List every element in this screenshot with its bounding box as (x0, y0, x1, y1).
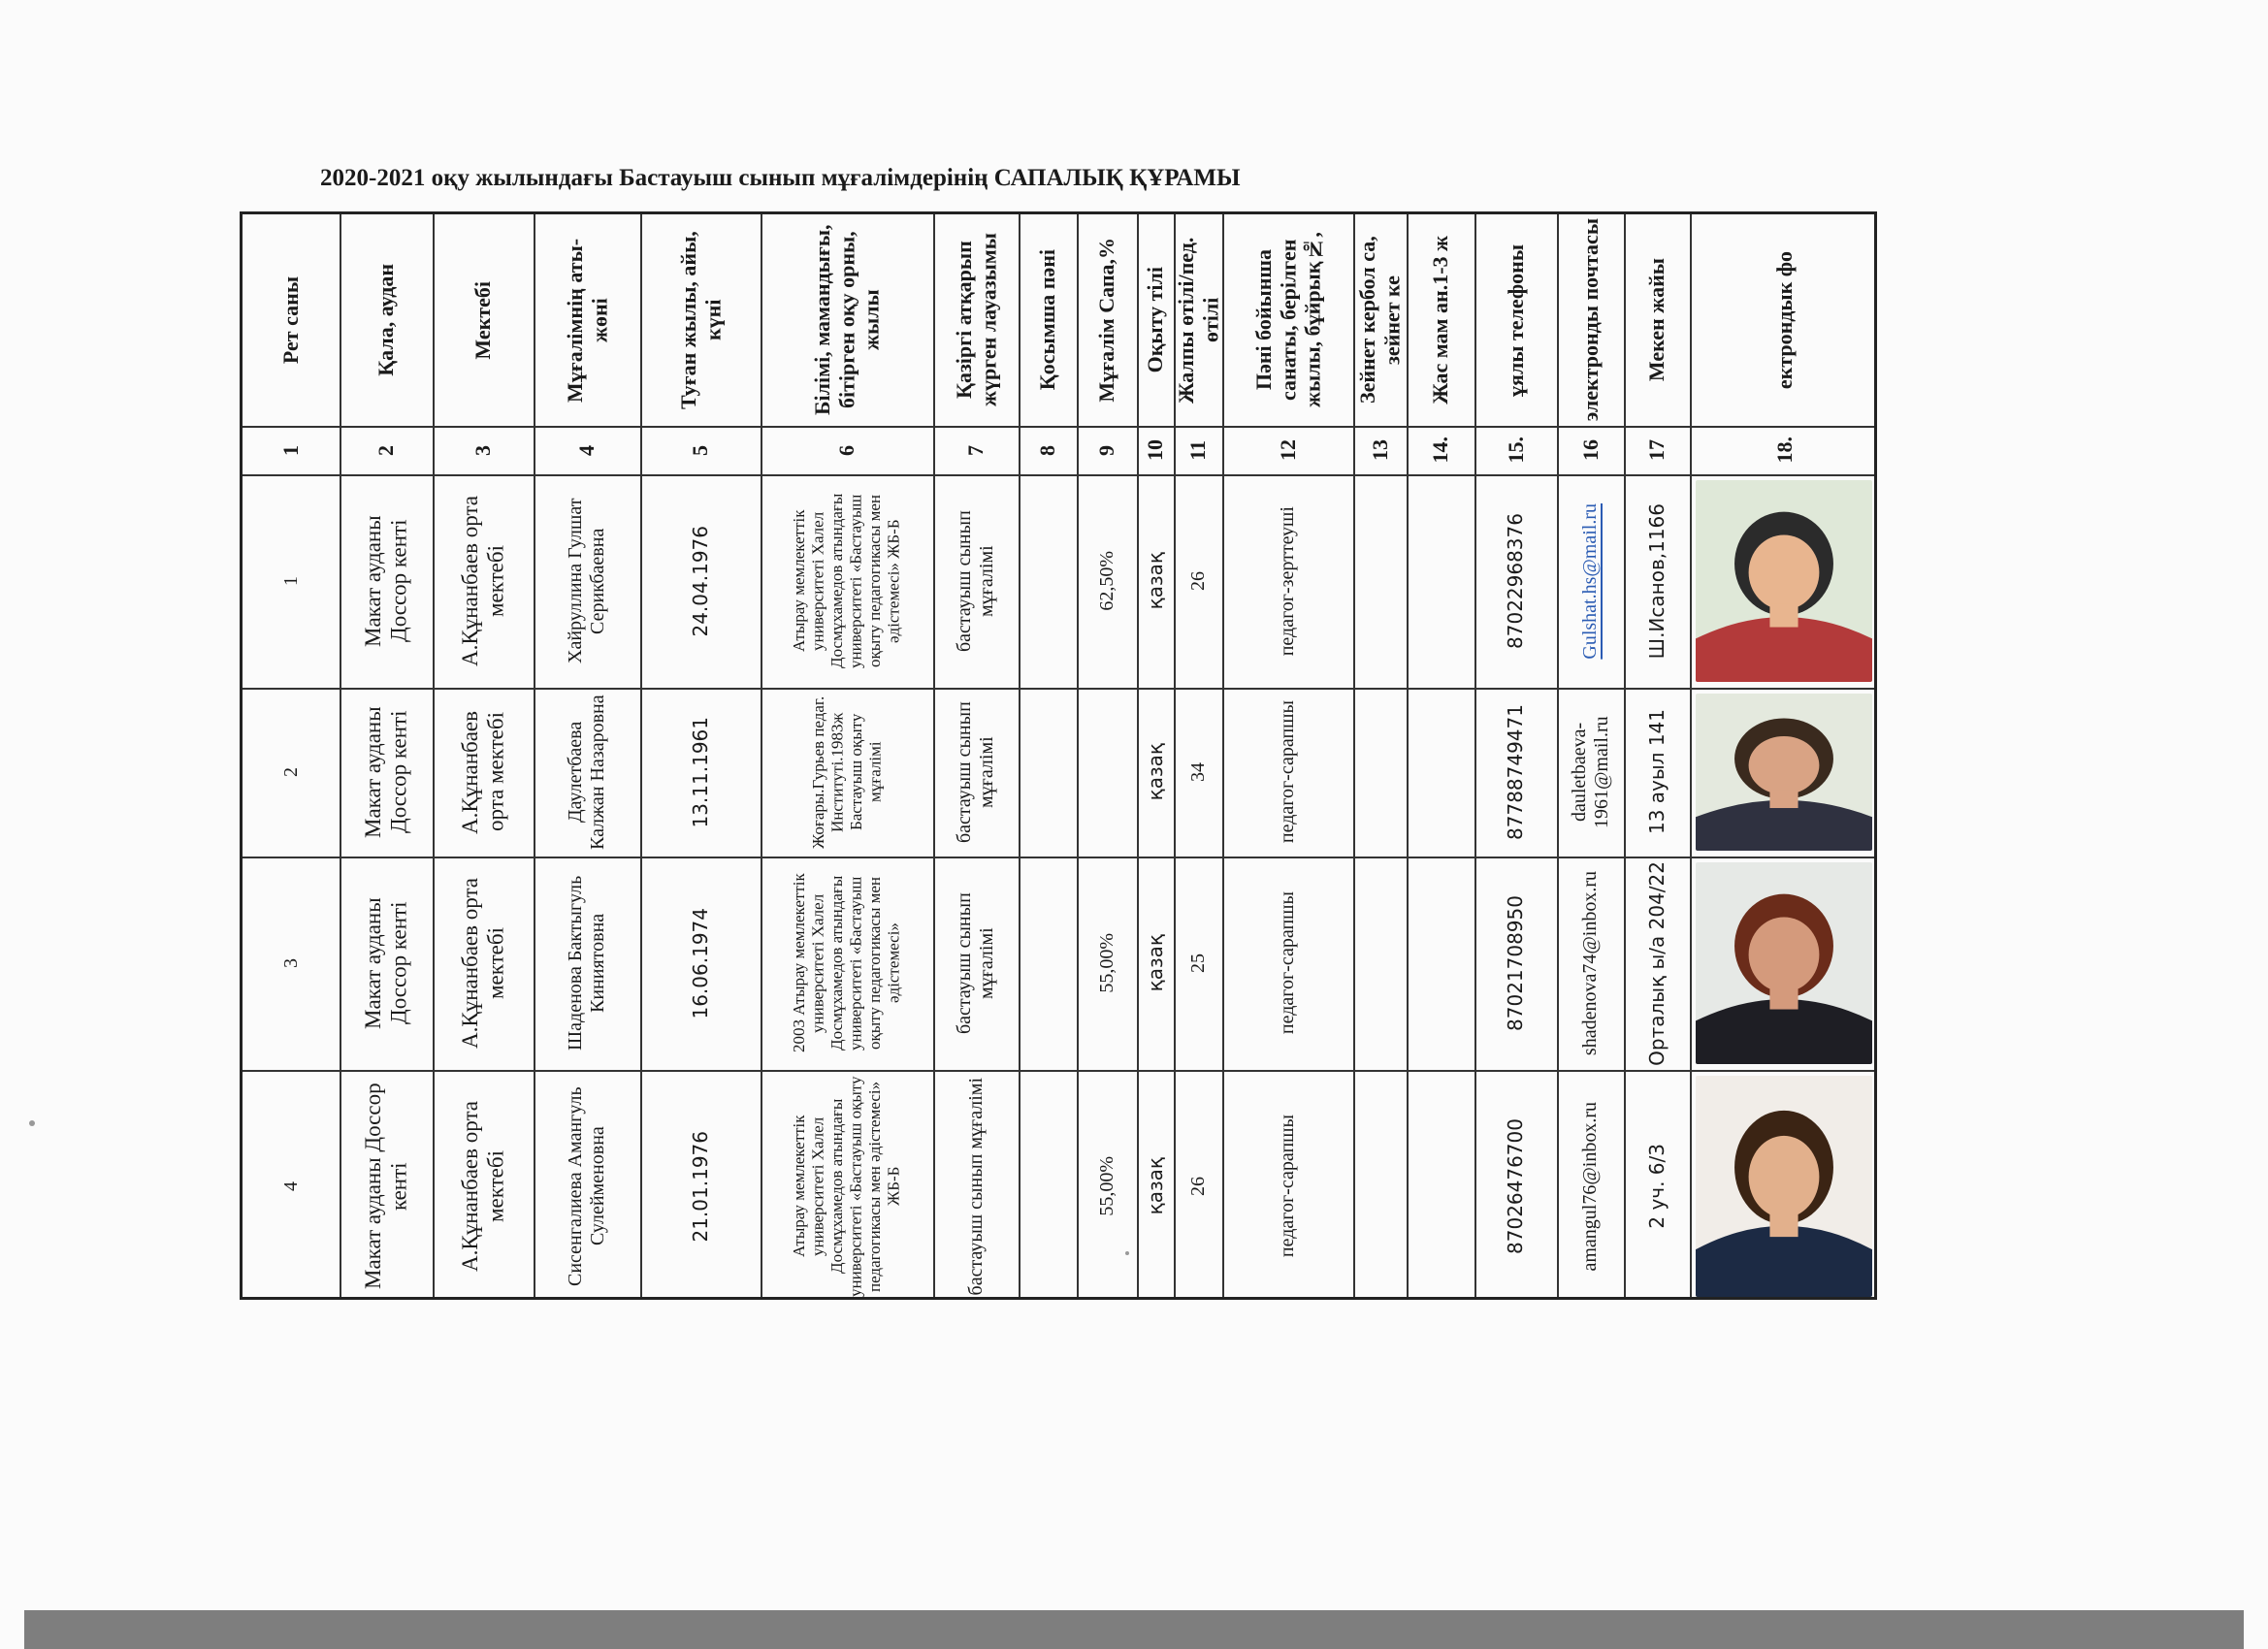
row-education: Атырау мемлекеттік университеті Халел Досмұхамедов атындағы университеті «Бастауыш оқыту педагогикасы мен әдістемесі» ЖБ-Б (790, 493, 904, 669)
column-number-cell (433, 426, 534, 474)
row-n-cell (243, 1070, 340, 1303)
header-label-cell (1353, 214, 1407, 426)
column-number-cell (640, 426, 761, 474)
row-position: бастауыш сынып мұғалімі (954, 510, 997, 652)
row-school: А.Құнанбаев орта мектебі (457, 1101, 507, 1272)
row-address: Ш.Исанов,1166 (1644, 502, 1669, 660)
row-lang: қазақ (1143, 552, 1167, 610)
row-name: Хайруллина Гулшат Серикбаевна (565, 498, 608, 664)
row-education: Жоғары.Гурьев педаг. Институті.1983ж Бастауыш оқыту мұғалімі (808, 695, 885, 849)
column-number-cell (243, 426, 340, 474)
row-position: бастауыш сынып мұғалімі (954, 701, 997, 843)
row-education-cell (761, 474, 933, 688)
column-number: 12 (1275, 439, 1300, 461)
row-city-cell (340, 857, 433, 1070)
row-category: педагог-сарапшы (1277, 891, 1298, 1035)
scanner-edge (24, 1610, 2244, 1649)
scan-speck (29, 1120, 35, 1126)
row-position-cell (933, 688, 1019, 857)
row-pension-cell (1353, 474, 1407, 688)
row-category: педагог-сарапшы (1277, 700, 1298, 844)
row-dob-cell (640, 474, 761, 688)
header-label: Зейнет кербол са, зейнет ке (1355, 236, 1405, 404)
row-city: Макат ауданы Доссор кенті (360, 515, 410, 647)
row-dob: 24.04.1976 (688, 525, 712, 637)
column-number: 13 (1367, 439, 1392, 461)
header-label: Рет саны (278, 275, 304, 365)
row-exp: 34 (1186, 762, 1209, 782)
column-number: 4 (574, 444, 599, 456)
row-name: Даулетбаева Калжан Назаровна (565, 695, 608, 850)
row-young-cell (1407, 688, 1474, 857)
row-category-cell (1222, 857, 1353, 1070)
row-school: А.Құнанбаев орта мектебі (457, 496, 507, 666)
header-label-cell (1137, 214, 1174, 426)
row-dob: 13.11.1961 (688, 716, 712, 828)
teacher-photo (1696, 694, 1872, 851)
row-school-cell (433, 688, 534, 857)
column-number: 17 (1644, 439, 1669, 461)
column-number-cell (761, 426, 933, 474)
header-label-cell (1174, 214, 1222, 426)
row-name: Сисенгалиева Амангуль Сулейменовна (565, 1086, 608, 1286)
row-quality: 55,00% (1095, 933, 1118, 993)
header-label: Қазіргі атқарып жүрген лауазымы (951, 233, 1000, 407)
header-label-cell (534, 214, 640, 426)
row-email-cell (1557, 688, 1624, 857)
header-label-cell (761, 214, 933, 426)
row-city-cell (340, 688, 433, 857)
row-city: Макат ауданы Доссор кенті (360, 1083, 410, 1290)
header-label-cell (433, 214, 534, 426)
column-number: 3 (470, 444, 496, 456)
row-exp: 26 (1186, 571, 1209, 591)
header-label: ектрондык фо (1772, 250, 1798, 390)
column-number-cell (1407, 426, 1474, 474)
page-title: 2020-2021 оқу жылындағы Бастауыш сынып мұғалімдерінің САПАЛЫҚ ҚҰРАМЫ (320, 165, 1241, 191)
row-address: 2 уч. 6/3 (1644, 1144, 1669, 1229)
row-young-cell (1407, 857, 1474, 1070)
row-extra-cell (1019, 688, 1077, 857)
teacher-photo (1696, 480, 1872, 682)
column-number-cell (1077, 426, 1137, 474)
row-school: А.Құнанбаев орта мектебі (457, 710, 507, 834)
row-city: Макат ауданы Доссор кенті (360, 897, 410, 1029)
row-n-cell (243, 857, 340, 1070)
header-label-cell (933, 214, 1019, 426)
header-label: Оқыту тілі (1143, 267, 1168, 373)
row-pension-cell (1353, 857, 1407, 1070)
row-phone: 87021708950 (1504, 895, 1527, 1031)
row-dob: 21.01.1976 (688, 1130, 712, 1243)
column-number-cell (1690, 426, 1880, 474)
row-lang: қазақ (1143, 1157, 1167, 1215)
row-phone-cell (1474, 1070, 1557, 1303)
row-email: dauletbaeva-1961@mail.ru (1568, 716, 1612, 828)
column-number-cell (933, 426, 1019, 474)
header-label: ұялы телефоны (1503, 243, 1528, 397)
row-education: Атырау мемлекеттік университеті Халел Досмұхамедов атындағы университеті «Бастауыш оқыту педагогикасы мен әдістемесі» ЖБ-Б (790, 1076, 904, 1297)
row-school-cell (433, 474, 534, 688)
row-quality: 55,00% (1095, 1156, 1118, 1216)
header-label-cell (1474, 214, 1557, 426)
row-category: педагог-сарапшы (1277, 1115, 1298, 1258)
column-number: 11 (1185, 439, 1211, 461)
row-position-cell (933, 857, 1019, 1070)
row-lang-cell (1137, 688, 1174, 857)
column-number-cell (1353, 426, 1407, 474)
row-lang-cell (1137, 1070, 1174, 1303)
row-phone: 87026476700 (1504, 1118, 1527, 1254)
row-exp: 25 (1186, 954, 1209, 973)
row-school-cell (433, 1070, 534, 1303)
row-address: Орталық ы/а 204/22 (1644, 860, 1669, 1066)
row-education-cell (761, 1070, 933, 1303)
header-label: Қосымша пәні (1035, 249, 1060, 391)
row-n: 2 (279, 767, 302, 777)
row-quality-cell (1077, 688, 1137, 857)
header-label-cell (1407, 214, 1474, 426)
column-number: 7 (963, 444, 988, 456)
column-number: 10 (1143, 439, 1168, 461)
header-label: Қала, аудан (373, 264, 399, 376)
header-label: Мұғалімнің аты-жөні (562, 238, 611, 403)
row-city: Макат ауданы Доссор кенті (360, 706, 410, 838)
row-n: 4 (279, 1181, 302, 1191)
header-label: Пәні бойынша санаты, берілген жылы, бұйрық№, (1250, 232, 1325, 408)
header-label-cell (1624, 214, 1690, 426)
scan-speck (1125, 1251, 1129, 1255)
header-label-cell (1019, 214, 1077, 426)
row-dob-cell (640, 688, 761, 857)
header-label: Мектебі (470, 280, 496, 360)
row-school: А.Құнанбаев орта мектебі (457, 878, 507, 1049)
row-position: бастауыш сынып мұғалімі (954, 892, 997, 1034)
row-pension-cell (1353, 688, 1407, 857)
row-position-cell (933, 1070, 1019, 1303)
row-phone: 87022968376 (1504, 513, 1527, 649)
column-number-cell (1474, 426, 1557, 474)
row-email-cell (1557, 1070, 1624, 1303)
row-n: 1 (279, 576, 302, 586)
column-number: 9 (1094, 444, 1119, 456)
row-position-cell (933, 474, 1019, 688)
teacher-photo (1696, 862, 1872, 1064)
row-address-cell (1624, 857, 1690, 1070)
row-exp-cell (1174, 688, 1222, 857)
column-number-cell (1222, 426, 1353, 474)
row-address-cell (1624, 1070, 1690, 1303)
row-address-cell (1624, 474, 1690, 688)
row-education-cell (761, 688, 933, 857)
row-address: 13 ауыл 141 (1644, 709, 1669, 835)
header-label: Мұғалім Сапа,% (1094, 238, 1119, 403)
header-label-cell (640, 214, 761, 426)
row-quality: 62,50% (1095, 551, 1118, 611)
column-number: 15. (1503, 436, 1528, 464)
row-email: amangul76@inbox.ru (1579, 1101, 1601, 1272)
row-n-cell (243, 688, 340, 857)
row-dob-cell (640, 1070, 761, 1303)
row-dob-cell (640, 857, 761, 1070)
column-number: 8 (1035, 444, 1060, 456)
column-number-cell (1624, 426, 1690, 474)
staff-table (240, 211, 1877, 1300)
row-category-cell (1222, 474, 1353, 688)
row-category: педагог-зерттеуші (1277, 505, 1298, 657)
row-school-cell (433, 857, 534, 1070)
column-number-cell (340, 426, 433, 474)
row-quality-cell (1077, 857, 1137, 1070)
row-dob: 16.06.1974 (688, 907, 712, 1019)
row-phone-cell (1474, 857, 1557, 1070)
row-young-cell (1407, 474, 1474, 688)
column-number: 1 (278, 444, 304, 456)
row-name-cell (534, 688, 640, 857)
row-exp-cell (1174, 857, 1222, 1070)
row-exp: 26 (1186, 1177, 1209, 1196)
header-label: Жас мам ан.1-3 ж (1428, 236, 1453, 404)
column-number: 6 (834, 444, 859, 456)
row-n: 3 (279, 958, 302, 968)
column-number: 18. (1772, 436, 1798, 464)
row-young-cell (1407, 1070, 1474, 1303)
row-name-cell (534, 1070, 640, 1303)
row-position: бастауыш сынып мұғалімі (964, 1077, 987, 1296)
row-exp-cell (1174, 474, 1222, 688)
row-email-cell (1557, 857, 1624, 1070)
column-number: 5 (688, 444, 713, 456)
header-label-cell (243, 214, 340, 426)
header-label: Білімі, мамандығы, бітірген оқу орны, жылы (810, 224, 884, 416)
header-label: Мекен жайы (1644, 258, 1669, 382)
teacher-photo (1696, 1076, 1872, 1297)
header-label: электронды почтасы (1577, 218, 1603, 422)
header-label-cell (1690, 214, 1880, 426)
row-extra-cell (1019, 474, 1077, 688)
column-number: 14. (1428, 436, 1453, 464)
row-extra-cell (1019, 857, 1077, 1070)
header-label-cell (1557, 214, 1624, 426)
column-number-cell (1019, 426, 1077, 474)
header-label: Туған жылы, айы, күні (675, 231, 725, 409)
row-phone-cell (1474, 688, 1557, 857)
row-n-cell (243, 474, 340, 688)
header-label-cell (1077, 214, 1137, 426)
row-phone-cell (1474, 474, 1557, 688)
row-name-cell (534, 474, 640, 688)
row-lang: қазақ (1143, 743, 1167, 801)
row-exp-cell (1174, 1070, 1222, 1303)
column-number-cell (1174, 426, 1222, 474)
row-email-cell (1557, 474, 1624, 688)
row-education: 2003 Атырау мемлекеттік университеті Халел Досмұхамедов атындағы университеті «Бастауыш оқыту педагогикасы мен әдістемесі» (790, 873, 904, 1053)
row-email: shadenova74@inbox.ru (1579, 870, 1601, 1056)
row-quality-cell (1077, 474, 1137, 688)
row-extra-cell (1019, 1070, 1077, 1303)
row-name-cell (534, 857, 640, 1070)
row-lang-cell (1137, 857, 1174, 1070)
column-number-cell (534, 426, 640, 474)
column-number-cell (1557, 426, 1624, 474)
row-category-cell (1222, 1070, 1353, 1303)
column-number: 2 (373, 444, 399, 456)
header-label-cell (1222, 214, 1353, 426)
row-quality-cell (1077, 1070, 1137, 1303)
header-label: Жалпы өтілі/пед. өтілі (1174, 237, 1222, 404)
row-phone: 87788749471 (1504, 704, 1527, 840)
row-city-cell (340, 474, 433, 688)
column-number: 16 (1577, 439, 1603, 461)
row-lang: қазақ (1143, 934, 1167, 992)
row-category-cell (1222, 688, 1353, 857)
row-name: Шаденова Бактыгуль Киниятовна (565, 875, 608, 1051)
row-address-cell (1624, 688, 1690, 857)
row-email: Gulshat.hs@mail.ru (1579, 502, 1601, 660)
row-pension-cell (1353, 1070, 1407, 1303)
column-number-cell (1137, 426, 1174, 474)
row-city-cell (340, 1070, 433, 1303)
row-lang-cell (1137, 474, 1174, 688)
header-label-cell (340, 214, 433, 426)
row-education-cell (761, 857, 933, 1070)
